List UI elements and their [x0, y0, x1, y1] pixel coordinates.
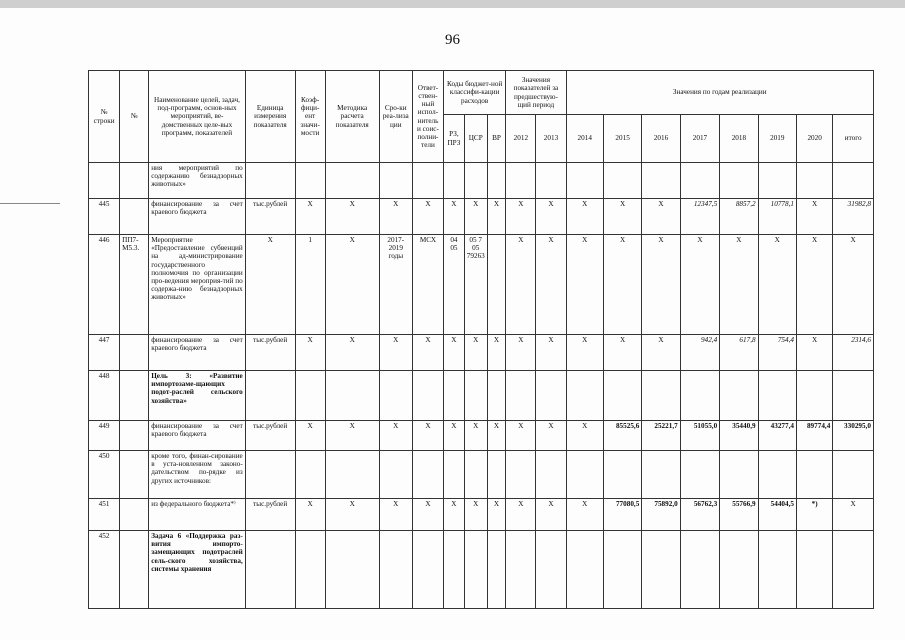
value-2014-cell — [566, 531, 603, 609]
value-2020-cell — [796, 451, 832, 499]
value-2020-cell: *) — [796, 499, 832, 531]
rz-cell: X — [444, 199, 465, 235]
value-2012-cell: X — [506, 235, 536, 335]
value-2012-cell — [506, 451, 536, 499]
rz-cell: X — [444, 421, 465, 451]
row-number-cell: 447 — [89, 335, 120, 371]
value-2013-cell: X — [536, 499, 566, 531]
value-2017-cell — [680, 163, 719, 199]
value-2013-cell — [536, 371, 566, 421]
value-2015-cell: 77080,5 — [603, 499, 641, 531]
value-2018-cell — [720, 531, 758, 609]
terms-cell — [379, 371, 412, 421]
item-number-cell: ПП7-М5.3. — [120, 235, 149, 335]
name-cell: Цель 3: «Развитие импортозаме-щающих подот-раслей сельского хозяйства» — [149, 371, 246, 421]
table-row — [89, 371, 874, 421]
header-rz: РЗ, ПРЗ — [444, 115, 465, 163]
vr-cell: X — [487, 499, 506, 531]
value-2019-cell: 54404,5 — [758, 499, 796, 531]
row-number-cell: 449 — [89, 421, 120, 451]
value-2014-cell — [566, 451, 603, 499]
item-number-cell — [120, 421, 149, 451]
header-values-by-year: Значения по годам реализации — [566, 71, 873, 115]
value-2019-cell — [758, 163, 796, 199]
terms-cell: X — [379, 421, 412, 451]
value-2013-cell — [536, 163, 566, 199]
item-number-cell — [120, 199, 149, 235]
value-2015-cell — [603, 371, 641, 421]
header-2018: 2018 — [720, 115, 758, 163]
total-cell — [833, 371, 874, 421]
value-2012-cell: X — [506, 499, 536, 531]
total-cell: 330295,0 — [833, 421, 874, 451]
row-number-cell — [89, 163, 120, 199]
value-2019-cell — [758, 531, 796, 609]
responsible-cell — [412, 531, 443, 609]
method-cell: X — [325, 199, 379, 235]
total-cell: 31982,8 — [833, 199, 874, 235]
value-2018-cell: 35440,9 — [720, 421, 758, 451]
method-cell: X — [325, 421, 379, 451]
responsible-cell: X — [412, 335, 443, 371]
value-2014-cell — [566, 163, 603, 199]
page-number: 96 — [445, 32, 460, 48]
csr-cell — [464, 531, 487, 609]
value-2016-cell: X — [642, 335, 680, 371]
header-2013: 2013 — [536, 115, 566, 163]
total-cell — [833, 531, 874, 609]
value-2016-cell — [642, 163, 680, 199]
total-cell — [833, 163, 874, 199]
coefficient-cell: 1 — [295, 235, 325, 335]
value-2019-cell — [758, 371, 796, 421]
value-2016-cell — [642, 371, 680, 421]
item-number-cell — [120, 163, 149, 199]
value-2016-cell: 75892,0 — [642, 499, 680, 531]
header-csr: ЦСР — [464, 115, 487, 163]
value-2012-cell — [506, 163, 536, 199]
csr-cell: X — [464, 421, 487, 451]
header-number: № — [120, 71, 149, 163]
terms-cell — [379, 163, 412, 199]
terms-cell: X — [379, 499, 412, 531]
value-2018-cell — [720, 163, 758, 199]
table-row — [89, 199, 874, 235]
row-number-cell: 446 — [89, 235, 120, 335]
value-2015-cell: X — [603, 199, 641, 235]
header-name: Наименование целей, задач, под-программ, основ-ных мероприятий, ве-домственных целе-вых программ, показателей — [149, 71, 246, 163]
value-2020-cell: X — [796, 199, 832, 235]
unit-cell: тыс.рублей — [245, 421, 295, 451]
value-2017-cell: 51055,0 — [680, 421, 719, 451]
item-number-cell — [120, 371, 149, 421]
row-number-cell: 448 — [89, 371, 120, 421]
name-cell: из федерального бюджета*⁾ — [149, 499, 246, 531]
method-cell — [325, 163, 379, 199]
value-2014-cell: X — [566, 199, 603, 235]
unit-cell: тыс.рублей — [245, 199, 295, 235]
value-2018-cell — [720, 371, 758, 421]
value-2019-cell: X — [758, 235, 796, 335]
method-cell: X — [325, 335, 379, 371]
value-2012-cell: X — [506, 199, 536, 235]
value-2017-cell — [680, 371, 719, 421]
responsible-cell: X — [412, 199, 443, 235]
method-cell: X — [325, 499, 379, 531]
header-2017: 2017 — [680, 115, 719, 163]
value-2012-cell: X — [506, 335, 536, 371]
value-2015-cell: 85525,6 — [603, 421, 641, 451]
value-2017-cell: X — [680, 235, 719, 335]
coefficient-cell — [295, 371, 325, 421]
csr-cell — [464, 163, 487, 199]
unit-cell: тыс.рублей — [245, 499, 295, 531]
value-2014-cell: X — [566, 335, 603, 371]
coefficient-cell: X — [295, 499, 325, 531]
table-row — [89, 451, 874, 499]
vr-cell — [487, 451, 506, 499]
terms-cell: X — [379, 335, 412, 371]
csr-cell — [464, 371, 487, 421]
header-2020: 2020 — [796, 115, 832, 163]
value-2013-cell: X — [536, 235, 566, 335]
total-cell: X — [833, 235, 874, 335]
scan-artifact-line — [0, 203, 60, 204]
name-cell: Задача 6 «Поддержка раз-вития импорто-замещающих подотраслей сель-ского хозяйства, системы хранения — [149, 531, 246, 609]
header-coefficient: Коэф-фици-ент значи-мости — [295, 71, 325, 163]
rz-cell — [444, 451, 465, 499]
value-2018-cell: 55766,9 — [720, 499, 758, 531]
name-cell: кроме того, финан-сирование в уста-новленном законо-дательством по-рядке из других источников: — [149, 451, 246, 499]
row-number-cell: 452 — [89, 531, 120, 609]
csr-cell: 05 7 05 79263 — [464, 235, 487, 335]
value-2017-cell — [680, 531, 719, 609]
name-cell: Мероприятие «Предоставление субвенций на ад-министрирование государственного полномочия по организации про-ведения мероприя-тий по содержа-нию безнадзорных животных» — [149, 235, 246, 335]
responsible-cell: X — [412, 421, 443, 451]
value-2016-cell — [642, 451, 680, 499]
responsible-cell — [412, 163, 443, 199]
responsible-cell: X — [412, 499, 443, 531]
header-2015: 2015 — [603, 115, 641, 163]
value-2017-cell: 12347,5 — [680, 199, 719, 235]
value-2014-cell: X — [566, 421, 603, 451]
csr-cell: X — [464, 199, 487, 235]
row-number-cell: 445 — [89, 199, 120, 235]
value-2012-cell — [506, 531, 536, 609]
value-2018-cell: 617,8 — [720, 335, 758, 371]
rz-cell — [444, 163, 465, 199]
total-cell — [833, 451, 874, 499]
value-2018-cell — [720, 451, 758, 499]
unit-cell: X — [245, 235, 295, 335]
value-2019-cell: 754,4 — [758, 335, 796, 371]
terms-cell: 2017-2019 годы — [379, 235, 412, 335]
responsible-cell: МСХ — [412, 235, 443, 335]
vr-cell — [487, 235, 506, 335]
value-2017-cell: 56762,3 — [680, 499, 719, 531]
rz-cell: 04 05 — [444, 235, 465, 335]
rz-cell: X — [444, 499, 465, 531]
header-2019: 2019 — [758, 115, 796, 163]
total-cell: 2314,6 — [833, 335, 874, 371]
name-cell: финансирование за счет краевого бюджета — [149, 199, 246, 235]
value-2017-cell — [680, 451, 719, 499]
method-cell — [325, 531, 379, 609]
total-cell: X — [833, 499, 874, 531]
value-2013-cell: X — [536, 335, 566, 371]
coefficient-cell — [295, 163, 325, 199]
value-2020-cell: X — [796, 235, 832, 335]
item-number-cell — [120, 451, 149, 499]
terms-cell: X — [379, 199, 412, 235]
header-2012: 2012 — [506, 115, 536, 163]
rz-cell — [444, 531, 465, 609]
header-2016: 2016 — [642, 115, 680, 163]
value-2014-cell — [566, 371, 603, 421]
header-total: итого — [833, 115, 874, 163]
coefficient-cell: X — [295, 335, 325, 371]
value-2015-cell — [603, 531, 641, 609]
value-2015-cell: X — [603, 235, 641, 335]
unit-cell — [245, 451, 295, 499]
value-2018-cell: 8857,2 — [720, 199, 758, 235]
name-cell: финансирование за счет краевого бюджета — [149, 421, 246, 451]
value-2015-cell — [603, 451, 641, 499]
header-vr: ВР — [487, 115, 506, 163]
value-2020-cell — [796, 163, 832, 199]
terms-cell — [379, 451, 412, 499]
coefficient-cell: X — [295, 199, 325, 235]
program-table — [88, 70, 874, 609]
value-2019-cell: 10778,1 — [758, 199, 796, 235]
table-row — [89, 235, 874, 335]
value-2018-cell: X — [720, 235, 758, 335]
header-row-number: № строки — [89, 71, 120, 163]
item-number-cell — [120, 531, 149, 609]
value-2016-cell — [642, 531, 680, 609]
header-unit: Единица измерения показателя — [245, 71, 295, 163]
item-number-cell — [120, 335, 149, 371]
method-cell: X — [325, 235, 379, 335]
item-number-cell — [120, 499, 149, 531]
header-previous-period: Значения показателей за предшествую-щий период — [506, 71, 566, 115]
value-2012-cell: X — [506, 421, 536, 451]
table-row — [89, 499, 874, 531]
name-cell: ния мероприятий по содержанию безнадзорных животных» — [149, 163, 246, 199]
vr-cell: X — [487, 199, 506, 235]
value-2014-cell: X — [566, 499, 603, 531]
name-cell: финансирование за счет краевого бюджета — [149, 335, 246, 371]
unit-cell: тыс.рублей — [245, 335, 295, 371]
value-2015-cell — [603, 163, 641, 199]
unit-cell — [245, 163, 295, 199]
terms-cell — [379, 531, 412, 609]
header-method: Методика расчета показателя — [325, 71, 379, 163]
table-row — [89, 421, 874, 451]
header-2014: 2014 — [566, 115, 603, 163]
coefficient-cell — [295, 531, 325, 609]
document-page — [0, 8, 905, 640]
table-row — [89, 531, 874, 609]
value-2020-cell — [796, 371, 832, 421]
table-row — [89, 163, 874, 199]
row-number-cell: 451 — [89, 499, 120, 531]
value-2019-cell: 43277,4 — [758, 421, 796, 451]
unit-cell — [245, 371, 295, 421]
rz-cell — [444, 371, 465, 421]
header-terms: Сро-ки реа-лиза ции — [379, 71, 412, 163]
value-2013-cell — [536, 451, 566, 499]
value-2017-cell: 942,4 — [680, 335, 719, 371]
header-responsible: Ответ-ствен-ный испол-нитель и соис-полни-тели — [412, 71, 443, 163]
value-2015-cell: X — [603, 335, 641, 371]
value-2013-cell: X — [536, 421, 566, 451]
value-2013-cell: X — [536, 199, 566, 235]
value-2014-cell: X — [566, 235, 603, 335]
rz-cell: X — [444, 335, 465, 371]
unit-cell — [245, 531, 295, 609]
vr-cell: X — [487, 335, 506, 371]
coefficient-cell: X — [295, 421, 325, 451]
vr-cell — [487, 371, 506, 421]
value-2012-cell — [506, 371, 536, 421]
table-row — [89, 335, 874, 371]
vr-cell — [487, 163, 506, 199]
csr-cell: X — [464, 499, 487, 531]
vr-cell: X — [487, 421, 506, 451]
responsible-cell — [412, 371, 443, 421]
value-2020-cell — [796, 531, 832, 609]
csr-cell: X — [464, 335, 487, 371]
value-2020-cell: 89774,4 — [796, 421, 832, 451]
coefficient-cell — [295, 451, 325, 499]
method-cell — [325, 371, 379, 421]
vr-cell — [487, 531, 506, 609]
responsible-cell — [412, 451, 443, 499]
value-2016-cell: 25221,7 — [642, 421, 680, 451]
value-2016-cell: X — [642, 199, 680, 235]
row-number-cell: 450 — [89, 451, 120, 499]
value-2020-cell: X — [796, 335, 832, 371]
value-2016-cell: X — [642, 235, 680, 335]
value-2013-cell — [536, 531, 566, 609]
csr-cell — [464, 451, 487, 499]
method-cell — [325, 451, 379, 499]
header-budget-codes: Коды бюджет-ной классифи-кации расходов — [444, 71, 506, 115]
value-2019-cell — [758, 451, 796, 499]
